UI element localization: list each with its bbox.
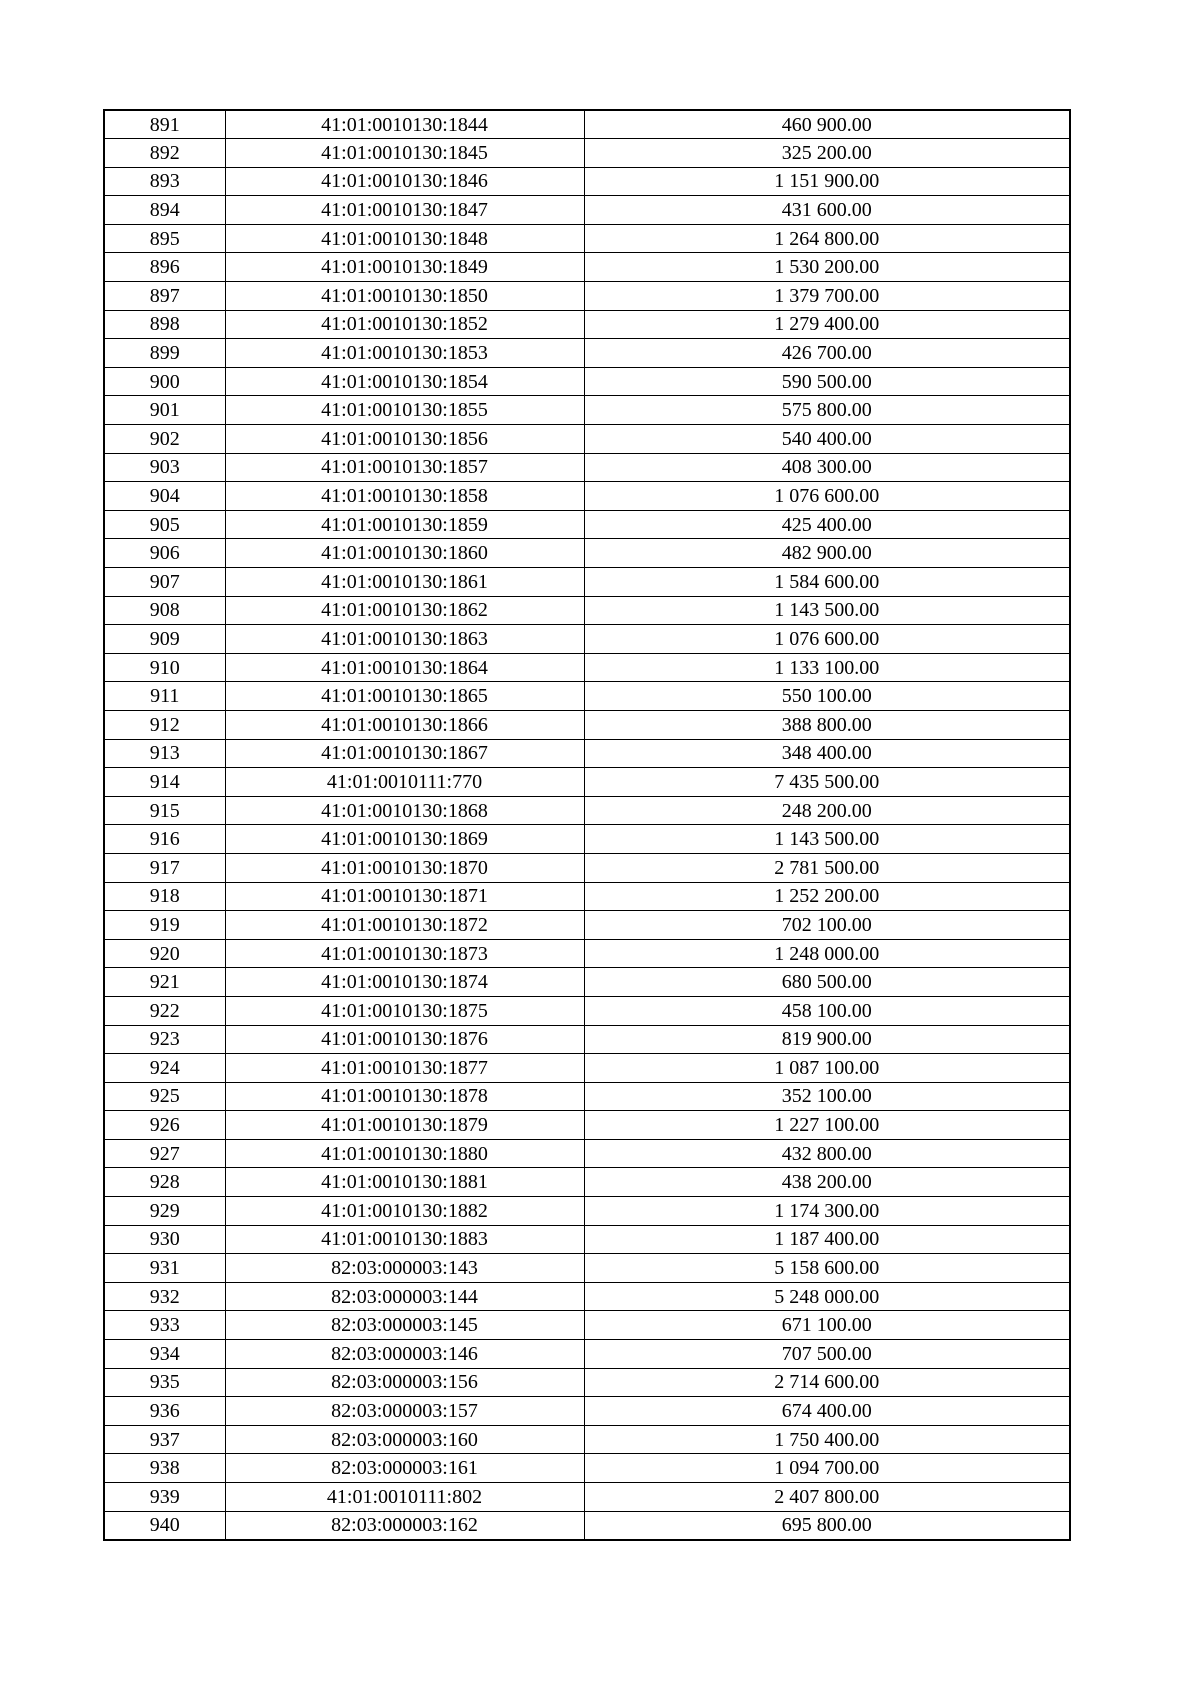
cadastral-value-cell: 1 076 600.00 xyxy=(584,482,1070,511)
cadastral-value-cell: 695 800.00 xyxy=(584,1511,1070,1540)
row-number-cell: 901 xyxy=(104,396,225,425)
cadastral-value-cell: 425 400.00 xyxy=(584,510,1070,539)
cadastral-value-cell: 1 143 500.00 xyxy=(584,825,1070,854)
cadastral-value-cell: 1 133 100.00 xyxy=(584,653,1070,682)
cadastral-value-cell: 671 100.00 xyxy=(584,1311,1070,1340)
table-row xyxy=(104,625,1070,654)
cadastral-value-cell: 438 200.00 xyxy=(584,1168,1070,1197)
row-number-cell: 904 xyxy=(104,482,225,511)
row-number-cell: 908 xyxy=(104,596,225,625)
row-number-cell: 894 xyxy=(104,196,225,225)
cadastral-value-cell: 1 379 700.00 xyxy=(584,282,1070,311)
row-number-cell: 914 xyxy=(104,768,225,797)
row-number-cell: 902 xyxy=(104,425,225,454)
cadastral-value-cell: 540 400.00 xyxy=(584,425,1070,454)
row-number-cell: 936 xyxy=(104,1397,225,1426)
cadastral-value-cell: 1 750 400.00 xyxy=(584,1425,1070,1454)
row-number-cell: 925 xyxy=(104,1082,225,1111)
cadastral-number-cell: 41:01:0010130:1867 xyxy=(225,739,584,768)
table-row xyxy=(104,1225,1070,1254)
cadastral-value-cell: 2 781 500.00 xyxy=(584,853,1070,882)
cadastral-value-cell: 348 400.00 xyxy=(584,739,1070,768)
row-number-cell: 934 xyxy=(104,1340,225,1369)
table-row xyxy=(104,1025,1070,1054)
cadastral-number-cell: 41:01:0010130:1881 xyxy=(225,1168,584,1197)
row-number-cell: 916 xyxy=(104,825,225,854)
table-row xyxy=(104,1425,1070,1454)
table-row xyxy=(104,596,1070,625)
row-number-cell: 927 xyxy=(104,1139,225,1168)
cadastral-number-cell: 41:01:0010130:1868 xyxy=(225,796,584,825)
cadastral-value-cell: 1 584 600.00 xyxy=(584,568,1070,597)
table-row xyxy=(104,853,1070,882)
table-row xyxy=(104,1254,1070,1283)
table-row xyxy=(104,1511,1070,1540)
cadastral-number-cell: 82:03:000003:161 xyxy=(225,1454,584,1483)
cadastral-number-cell: 82:03:000003:144 xyxy=(225,1282,584,1311)
cadastral-value-cell: 2 407 800.00 xyxy=(584,1483,1070,1512)
cadastral-number-cell: 82:03:000003:156 xyxy=(225,1368,584,1397)
table-row xyxy=(104,825,1070,854)
cadastral-value-cell: 248 200.00 xyxy=(584,796,1070,825)
table-row xyxy=(104,1368,1070,1397)
row-number-cell: 926 xyxy=(104,1111,225,1140)
cadastral-value-cell: 5 248 000.00 xyxy=(584,1282,1070,1311)
cadastral-value-cell: 1 530 200.00 xyxy=(584,253,1070,282)
table-row xyxy=(104,139,1070,168)
cadastral-value-cell: 680 500.00 xyxy=(584,968,1070,997)
table-row xyxy=(104,568,1070,597)
row-number-cell: 940 xyxy=(104,1511,225,1540)
cadastral-value-cell: 575 800.00 xyxy=(584,396,1070,425)
row-number-cell: 892 xyxy=(104,139,225,168)
cadastral-number-cell: 41:01:0010130:1880 xyxy=(225,1139,584,1168)
cadastral-number-cell: 41:01:0010111:770 xyxy=(225,768,584,797)
cadastral-number-cell: 41:01:0010130:1879 xyxy=(225,1111,584,1140)
cadastral-value-cell: 1 264 800.00 xyxy=(584,224,1070,253)
cadastral-number-cell: 41:01:0010130:1849 xyxy=(225,253,584,282)
table-row xyxy=(104,1282,1070,1311)
cadastral-number-cell: 41:01:0010130:1882 xyxy=(225,1197,584,1226)
row-number-cell: 898 xyxy=(104,310,225,339)
row-number-cell: 933 xyxy=(104,1311,225,1340)
cadastral-number-cell: 41:01:0010130:1852 xyxy=(225,310,584,339)
cadastral-value-cell: 388 800.00 xyxy=(584,710,1070,739)
table-row xyxy=(104,968,1070,997)
cadastral-number-cell: 41:01:0010130:1856 xyxy=(225,425,584,454)
cadastral-value-cell: 325 200.00 xyxy=(584,139,1070,168)
cadastral-number-cell: 41:01:0010130:1865 xyxy=(225,682,584,711)
table-row xyxy=(104,339,1070,368)
cadastral-value-cell: 1 227 100.00 xyxy=(584,1111,1070,1140)
cadastral-number-cell: 41:01:0010130:1857 xyxy=(225,453,584,482)
cadastral-value-cell: 432 800.00 xyxy=(584,1139,1070,1168)
cadastral-number-cell: 41:01:0010130:1873 xyxy=(225,939,584,968)
table-row xyxy=(104,539,1070,568)
row-number-cell: 911 xyxy=(104,682,225,711)
cadastral-number-cell: 41:01:0010130:1869 xyxy=(225,825,584,854)
table-row xyxy=(104,653,1070,682)
table-row xyxy=(104,1111,1070,1140)
table-row xyxy=(104,110,1070,139)
cadastral-number-cell: 82:03:000003:157 xyxy=(225,1397,584,1426)
row-number-cell: 895 xyxy=(104,224,225,253)
table-row xyxy=(104,1168,1070,1197)
row-number-cell: 921 xyxy=(104,968,225,997)
table-row xyxy=(104,482,1070,511)
cadastral-number-cell: 41:01:0010130:1846 xyxy=(225,167,584,196)
table-row xyxy=(104,253,1070,282)
cadastral-value-cell: 458 100.00 xyxy=(584,996,1070,1025)
table-row xyxy=(104,224,1070,253)
cadastral-number-cell: 41:01:0010130:1855 xyxy=(225,396,584,425)
row-number-cell: 897 xyxy=(104,282,225,311)
cadastral-number-cell: 41:01:0010130:1847 xyxy=(225,196,584,225)
row-number-cell: 922 xyxy=(104,996,225,1025)
table-row xyxy=(104,310,1070,339)
row-number-cell: 915 xyxy=(104,796,225,825)
table-row xyxy=(104,425,1070,454)
cadastral-value-cell: 1 252 200.00 xyxy=(584,882,1070,911)
cadastral-value-cell: 1 248 000.00 xyxy=(584,939,1070,968)
table-row xyxy=(104,682,1070,711)
row-number-cell: 896 xyxy=(104,253,225,282)
cadastral-number-cell: 41:01:0010130:1853 xyxy=(225,339,584,368)
table-row xyxy=(104,1454,1070,1483)
cadastral-number-cell: 41:01:0010130:1877 xyxy=(225,1054,584,1083)
row-number-cell: 906 xyxy=(104,539,225,568)
cadastral-value-cell: 550 100.00 xyxy=(584,682,1070,711)
cadastral-number-cell: 41:01:0010130:1859 xyxy=(225,510,584,539)
row-number-cell: 932 xyxy=(104,1282,225,1311)
row-number-cell: 930 xyxy=(104,1225,225,1254)
cadastral-value-cell: 1 174 300.00 xyxy=(584,1197,1070,1226)
row-number-cell: 928 xyxy=(104,1168,225,1197)
cadastral-value-cell: 590 500.00 xyxy=(584,367,1070,396)
cadastral-number-cell: 41:01:0010130:1862 xyxy=(225,596,584,625)
table-row xyxy=(104,396,1070,425)
cadastral-value-cell: 1 087 100.00 xyxy=(584,1054,1070,1083)
cadastral-value-cell: 5 158 600.00 xyxy=(584,1254,1070,1283)
row-number-cell: 891 xyxy=(104,110,225,139)
cadastral-value-cell: 426 700.00 xyxy=(584,339,1070,368)
table-row xyxy=(104,768,1070,797)
cadastral-number-cell: 82:03:000003:143 xyxy=(225,1254,584,1283)
row-number-cell: 919 xyxy=(104,911,225,940)
row-number-cell: 912 xyxy=(104,710,225,739)
cadastral-number-cell: 41:01:0010130:1854 xyxy=(225,367,584,396)
row-number-cell: 899 xyxy=(104,339,225,368)
cadastral-number-cell: 41:01:0010130:1871 xyxy=(225,882,584,911)
row-number-cell: 905 xyxy=(104,510,225,539)
row-number-cell: 923 xyxy=(104,1025,225,1054)
cadastral-number-cell: 41:01:0010130:1874 xyxy=(225,968,584,997)
table-row xyxy=(104,1483,1070,1512)
cadastral-number-cell: 41:01:0010130:1864 xyxy=(225,653,584,682)
cadastral-number-cell: 41:01:0010130:1875 xyxy=(225,996,584,1025)
row-number-cell: 893 xyxy=(104,167,225,196)
table-row xyxy=(104,367,1070,396)
row-number-cell: 938 xyxy=(104,1454,225,1483)
cadastral-number-cell: 82:03:000003:145 xyxy=(225,1311,584,1340)
table-row xyxy=(104,1082,1070,1111)
table-row xyxy=(104,911,1070,940)
table-row xyxy=(104,1197,1070,1226)
row-number-cell: 909 xyxy=(104,625,225,654)
row-number-cell: 910 xyxy=(104,653,225,682)
cadastral-number-cell: 41:01:0010111:802 xyxy=(225,1483,584,1512)
table-row xyxy=(104,453,1070,482)
cadastral-number-cell: 41:01:0010130:1870 xyxy=(225,853,584,882)
table-row xyxy=(104,1311,1070,1340)
cadastral-number-cell: 82:03:000003:162 xyxy=(225,1511,584,1540)
cadastral-value-cell: 2 714 600.00 xyxy=(584,1368,1070,1397)
cadastral-number-cell: 41:01:0010130:1858 xyxy=(225,482,584,511)
cadastral-number-cell: 41:01:0010130:1848 xyxy=(225,224,584,253)
cadastral-number-cell: 41:01:0010130:1876 xyxy=(225,1025,584,1054)
table-row xyxy=(104,1054,1070,1083)
cadastral-value-cell: 819 900.00 xyxy=(584,1025,1070,1054)
table-body xyxy=(104,110,1070,1540)
row-number-cell: 931 xyxy=(104,1254,225,1283)
row-number-cell: 917 xyxy=(104,853,225,882)
cadastral-value-cell: 1 143 500.00 xyxy=(584,596,1070,625)
cadastral-number-cell: 41:01:0010130:1850 xyxy=(225,282,584,311)
cadastral-value-cell: 702 100.00 xyxy=(584,911,1070,940)
row-number-cell: 907 xyxy=(104,568,225,597)
cadastral-number-cell: 41:01:0010130:1883 xyxy=(225,1225,584,1254)
cadastral-value-cell: 1 151 900.00 xyxy=(584,167,1070,196)
table-row xyxy=(104,739,1070,768)
table-row xyxy=(104,710,1070,739)
row-number-cell: 903 xyxy=(104,453,225,482)
table-row xyxy=(104,510,1070,539)
table-row xyxy=(104,196,1070,225)
row-number-cell: 935 xyxy=(104,1368,225,1397)
cadastral-number-cell: 41:01:0010130:1878 xyxy=(225,1082,584,1111)
cadastral-value-cell: 482 900.00 xyxy=(584,539,1070,568)
row-number-cell: 918 xyxy=(104,882,225,911)
cadastral-value-table xyxy=(103,109,1071,1541)
row-number-cell: 939 xyxy=(104,1483,225,1512)
cadastral-value-cell: 707 500.00 xyxy=(584,1340,1070,1369)
cadastral-value-cell: 431 600.00 xyxy=(584,196,1070,225)
cadastral-value-cell: 460 900.00 xyxy=(584,110,1070,139)
table-row xyxy=(104,996,1070,1025)
cadastral-value-cell: 1 279 400.00 xyxy=(584,310,1070,339)
cadastral-value-cell: 408 300.00 xyxy=(584,453,1070,482)
row-number-cell: 900 xyxy=(104,367,225,396)
cadastral-value-cell: 1 076 600.00 xyxy=(584,625,1070,654)
cadastral-number-cell: 41:01:0010130:1861 xyxy=(225,568,584,597)
table-row xyxy=(104,796,1070,825)
table-row xyxy=(104,1397,1070,1426)
row-number-cell: 920 xyxy=(104,939,225,968)
row-number-cell: 937 xyxy=(104,1425,225,1454)
cadastral-number-cell: 41:01:0010130:1844 xyxy=(225,110,584,139)
cadastral-number-cell: 82:03:000003:160 xyxy=(225,1425,584,1454)
cadastral-value-cell: 7 435 500.00 xyxy=(584,768,1070,797)
table-row xyxy=(104,167,1070,196)
table-row xyxy=(104,282,1070,311)
table-row xyxy=(104,882,1070,911)
cadastral-value-cell: 352 100.00 xyxy=(584,1082,1070,1111)
cadastral-number-cell: 41:01:0010130:1860 xyxy=(225,539,584,568)
table-row xyxy=(104,939,1070,968)
cadastral-number-cell: 82:03:000003:146 xyxy=(225,1340,584,1369)
cadastral-value-cell: 1 187 400.00 xyxy=(584,1225,1070,1254)
cadastral-number-cell: 41:01:0010130:1845 xyxy=(225,139,584,168)
cadastral-value-cell: 674 400.00 xyxy=(584,1397,1070,1426)
table-row xyxy=(104,1340,1070,1369)
row-number-cell: 929 xyxy=(104,1197,225,1226)
row-number-cell: 913 xyxy=(104,739,225,768)
row-number-cell: 924 xyxy=(104,1054,225,1083)
cadastral-number-cell: 41:01:0010130:1872 xyxy=(225,911,584,940)
cadastral-value-cell: 1 094 700.00 xyxy=(584,1454,1070,1483)
cadastral-number-cell: 41:01:0010130:1866 xyxy=(225,710,584,739)
table-row xyxy=(104,1139,1070,1168)
cadastral-number-cell: 41:01:0010130:1863 xyxy=(225,625,584,654)
